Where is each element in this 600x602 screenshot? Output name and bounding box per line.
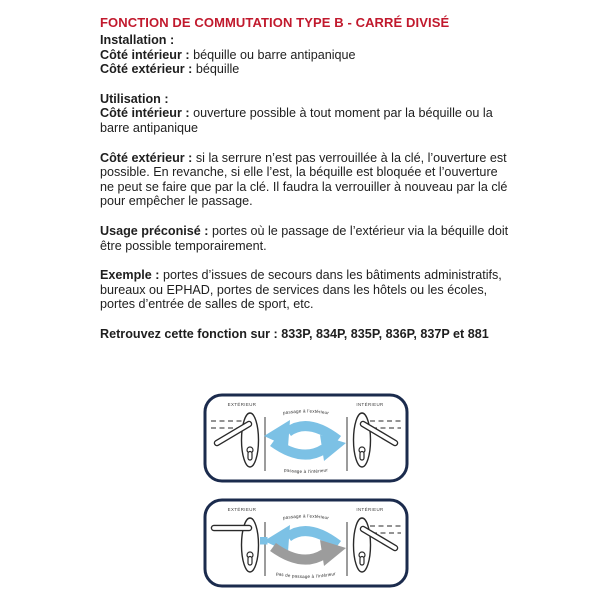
text-line: Côté extérieur : si la serrure n’est pas verrouillée à la clé, l’ouverture est possible. En revanche, si elle l’est, la béquille est bloquée et l’ouverture ne peut se faire que par la clé. Il faudra la verrouiller à nouveau par la clé pour empêcher le passage. [100, 150, 508, 209]
text-line: Utilisation : [100, 91, 169, 106]
diagram-locked [202, 497, 410, 589]
document-body [100, 15, 514, 357]
diagram-unlocked [202, 392, 410, 484]
keyhole-slot [360, 452, 364, 461]
no-passage-in-label: pas de passage à l’intérieur [275, 570, 337, 580]
paragraph-exemple [100, 268, 514, 312]
diagram-area [202, 392, 410, 602]
text-line: Côté intérieur : ouverture possible à tout moment par la béquille ou la barre antipanique [100, 106, 493, 135]
diagram-frame [205, 500, 407, 586]
text-line: Exemple : portes d’issues de secours dans les bâtiments administratifs, bureaux ou EPHAD, portes de services dans les hôtels ou les écoles, portes d’entrée de salles de sport, etc. [100, 268, 502, 312]
paragraph-cote-exterieur [100, 151, 514, 209]
paragraph-utilisation [100, 92, 514, 136]
paragraph-usage-preconise [100, 224, 514, 253]
text-line: Retrouvez cette fonction sur : 833P, 834P, 835P, 836P, 837P et 881 [100, 326, 489, 341]
interior-side-label: INTÉRIEUR [356, 402, 384, 407]
keyhole-slot [248, 452, 252, 461]
passage-out-label: passage à l’extérieur [282, 408, 330, 416]
passage-out-label: passage à l’extérieur [282, 513, 330, 521]
paragraph-models-list [100, 327, 514, 342]
text-line: Usage préconisé : portes où le passage de l’extérieur via la béquille doit être possible temporairement. [100, 223, 509, 253]
passage-in-label: passage à l’intérieur [283, 467, 329, 475]
page-title: FONCTION DE COMMUTATION TYPE B - CARRÉ DIVISÉ [100, 15, 450, 30]
diagram-frame [205, 395, 407, 481]
exterior-side-label: EXTÉRIEUR [227, 507, 257, 512]
paragraph-installation [100, 33, 514, 77]
exterior-side-label: EXTÉRIEUR [227, 402, 257, 407]
text-line: Installation : [100, 33, 175, 47]
text-line: Côté intérieur : béquille ou barre antipanique [100, 47, 356, 62]
keyhole-slot [248, 557, 252, 566]
keyhole-slot [360, 557, 364, 566]
interior-side-label: INTÉRIEUR [356, 507, 384, 512]
text-line: Côté extérieur : béquille [100, 62, 240, 77]
